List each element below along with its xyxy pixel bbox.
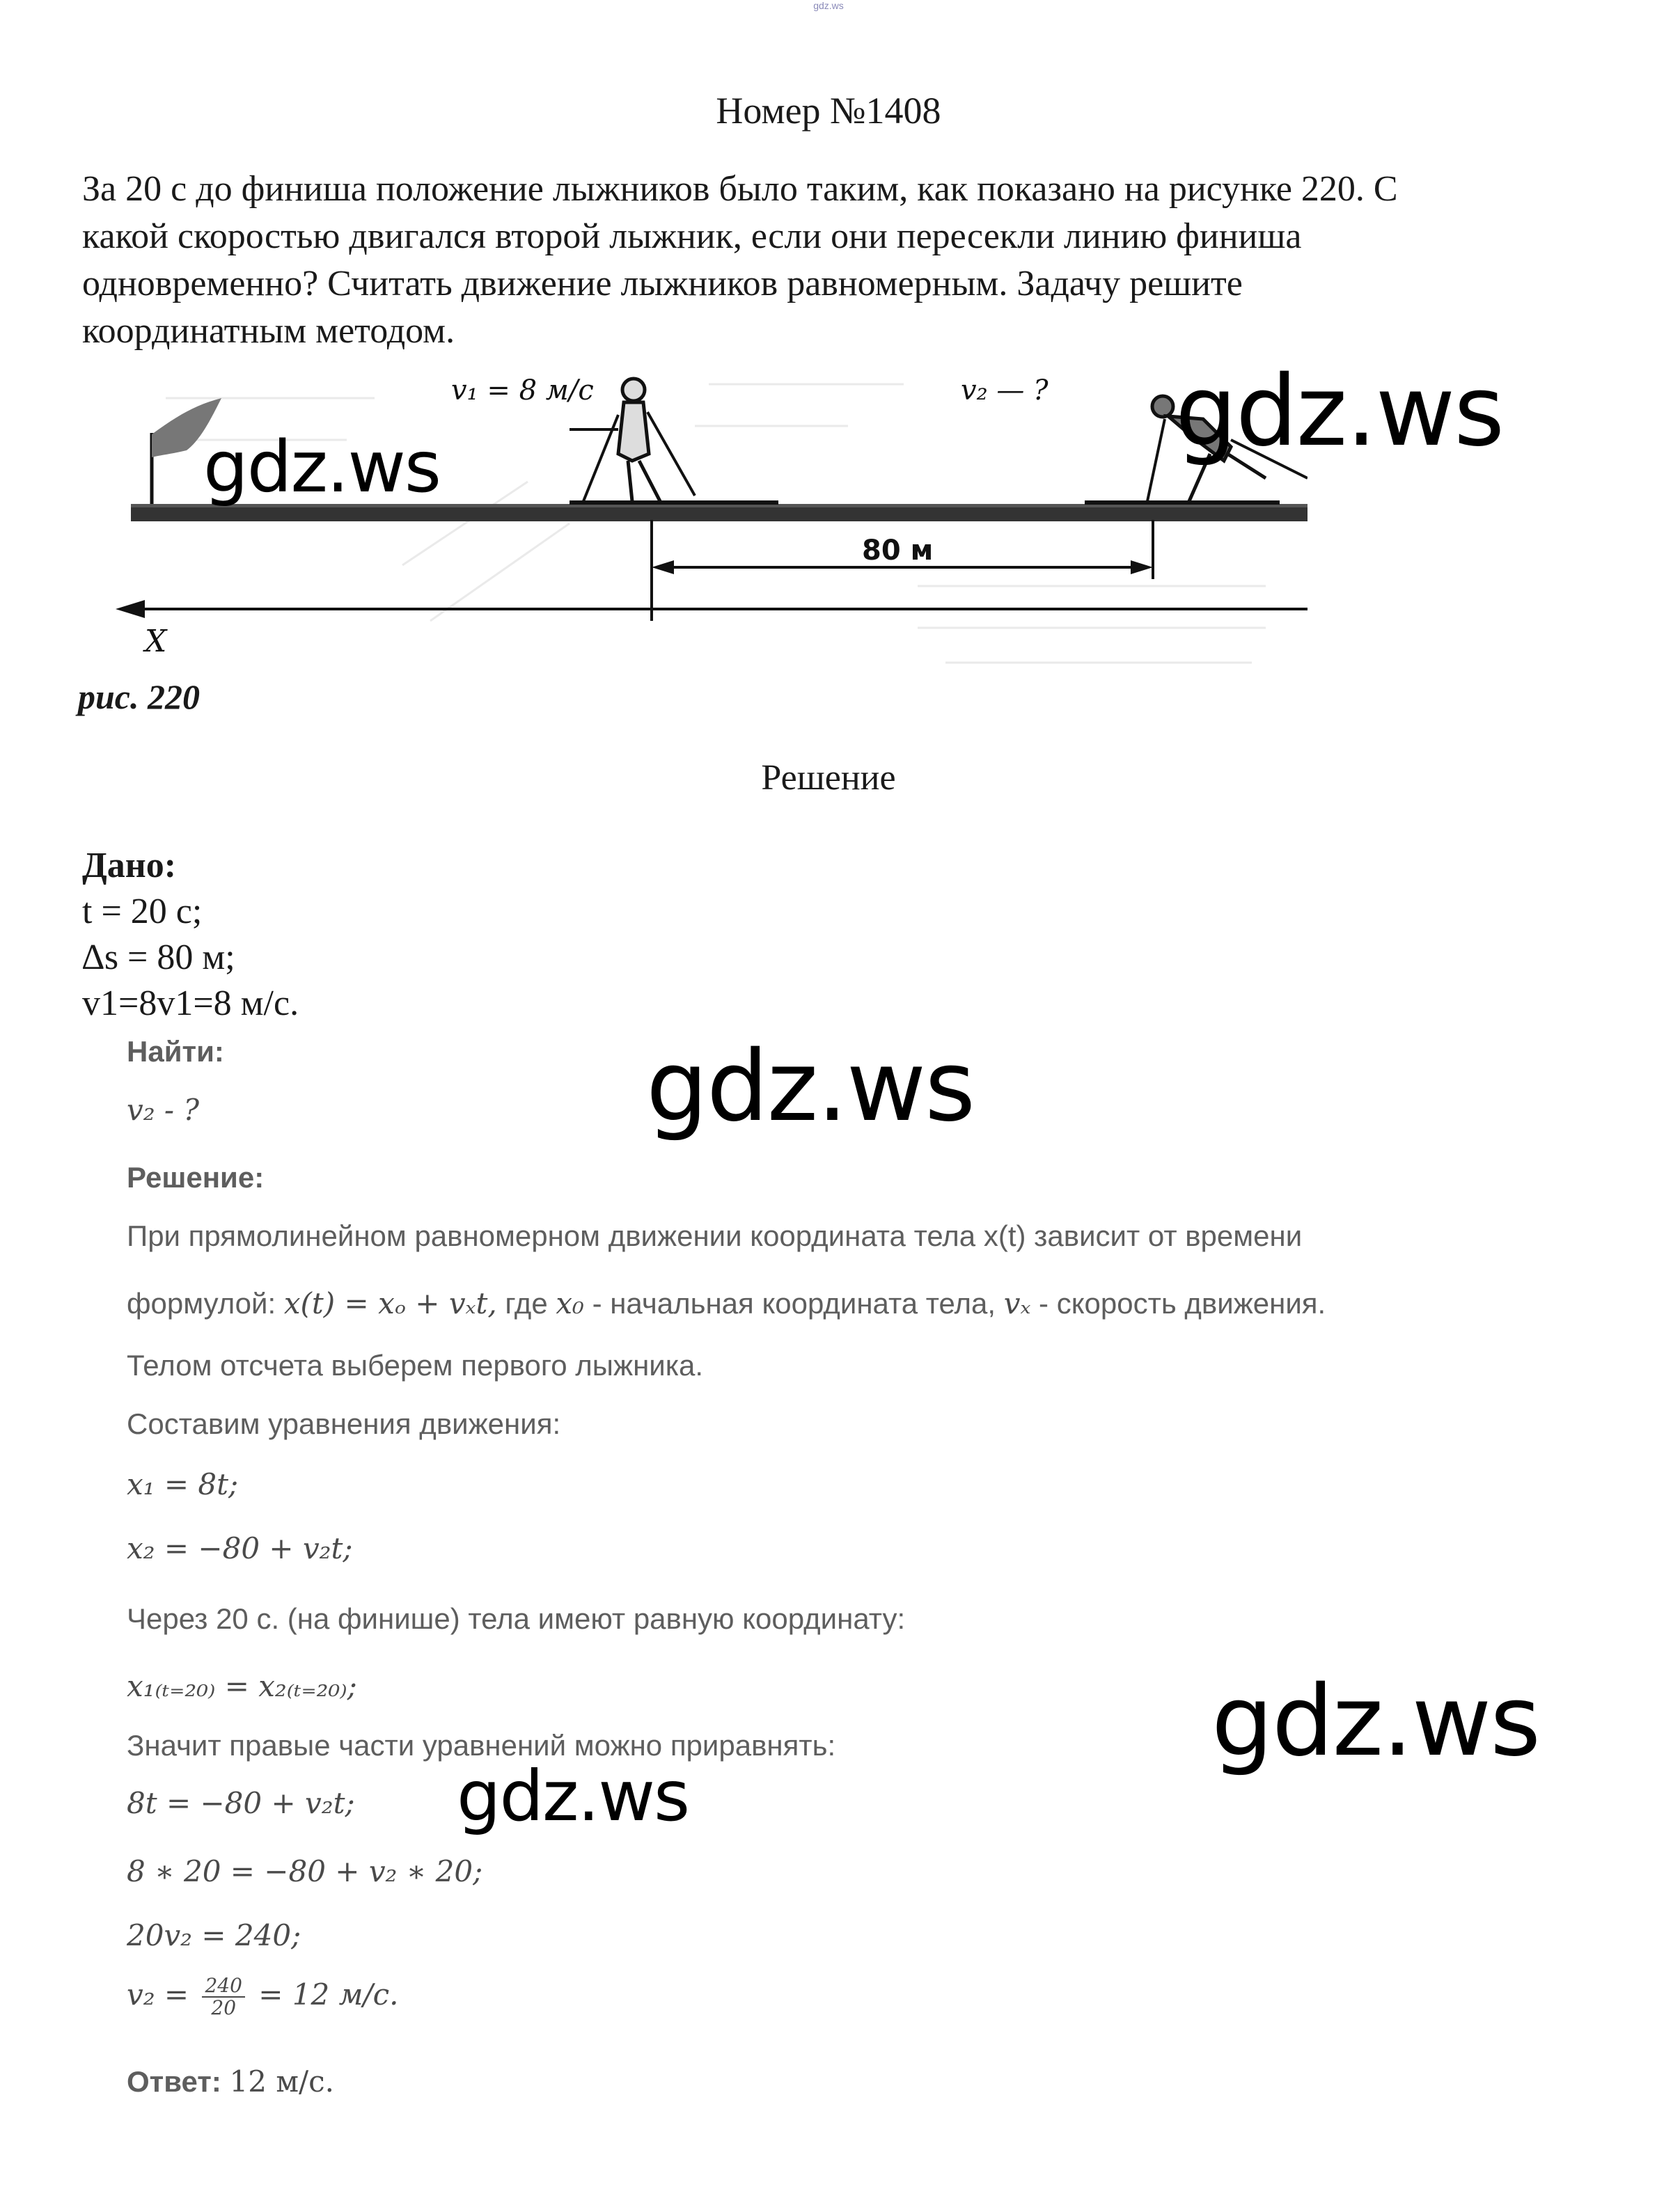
solution-title: Решение: (127, 1161, 265, 1194)
problem-line: координатным методом. (82, 311, 455, 351)
header-watermark: gdz.ws (813, 0, 844, 11)
solution-heading: Решение (761, 758, 896, 798)
problem-line: какой скоростью двигался второй лыжник, если они пересекли линию финиша (82, 216, 1302, 256)
equation-fraction (127, 1975, 398, 2019)
equation: x₂ = −80 + v₂t; (127, 1531, 353, 1565)
text-fragment: формулой: (127, 1287, 276, 1320)
figure-220 (82, 356, 1307, 670)
figure-caption: рис. 220 (78, 677, 200, 716)
text-fragment: где (505, 1287, 548, 1320)
watermark: gdz.ws (203, 426, 441, 509)
solution-text: Значит правые части уравнений можно приравнять: (127, 1729, 836, 1762)
given-line: ∆s = 80 м; (82, 938, 235, 977)
given-line: v1=8v1=8 м/с. (82, 983, 299, 1023)
equation: 8 ∗ 20 = −80 + v₂ ∗ 20; (127, 1854, 483, 1888)
formula: vₓ (1003, 1286, 1031, 1320)
fraction-numerator: 240 (202, 1975, 244, 1998)
axis-x-label: X (145, 624, 167, 659)
answer-line (127, 2064, 334, 2099)
equation: 8t = −80 + v₂t; (127, 1786, 355, 1820)
equation-lhs: v₂ = (127, 1977, 189, 2012)
text-fragment: - начальная координата тела, (592, 1287, 996, 1320)
problem-line: одновременно? Считать движение лыжников равномерным. Задачу решите (82, 264, 1243, 303)
equation: 20v₂ = 240; (127, 1918, 301, 1952)
solution-text: При прямолинейном равномерном движении координата тела x(t) зависит от времени (127, 1219, 1303, 1252)
find-title: Найти: (127, 1035, 224, 1068)
find-value: v₂ - ? (127, 1093, 199, 1127)
equation: x₁₍ₜ₌₂₀₎ = x₂₍ₜ₌₂₀₎; (127, 1669, 357, 1703)
solution-text: Через 20 с. (на финише) тела имеют равную координату: (127, 1602, 906, 1635)
problem-line: За 20 с до финиша положение лыжников было таким, как показано на рисунке 220. С (82, 169, 1398, 209)
distance-label: 80 м (862, 535, 934, 567)
answer-label: Ответ: (127, 2065, 221, 2098)
problem-statement (82, 166, 1614, 355)
watermark: gdz.ws (457, 1755, 689, 1837)
given-title: Дано: (82, 846, 177, 885)
v1-label: v₁ = 8 м/с (451, 374, 594, 406)
text-fragment: - скорость движения. (1039, 1287, 1326, 1320)
watermark: gdz.ws (1211, 1665, 1540, 1778)
watermark: gdz.ws (1175, 355, 1504, 468)
page-title: Номер №1408 (716, 90, 941, 132)
watermark: gdz.ws (646, 1030, 975, 1144)
given-line: t = 20 с; (82, 892, 203, 931)
solution-formula-line (127, 1286, 1326, 1320)
fraction-denominator: 20 (211, 1996, 237, 2019)
solution-text: Составим уравнения движения: (127, 1407, 561, 1440)
solution-text: Телом отсчета выберем первого лыжника. (127, 1349, 704, 1382)
equation: x₁ = 8t; (127, 1467, 239, 1501)
v2-label: v₂ — ? (961, 374, 1049, 406)
formula: x(t) = xₒ + vₓt, (283, 1286, 497, 1320)
answer-value: 12 м/с. (229, 2064, 335, 2099)
equation-rhs: = 12 м/с. (258, 1977, 399, 2012)
skiers-diagram (82, 356, 1307, 670)
fraction (202, 1975, 244, 2019)
formula: x₀ (556, 1286, 584, 1320)
